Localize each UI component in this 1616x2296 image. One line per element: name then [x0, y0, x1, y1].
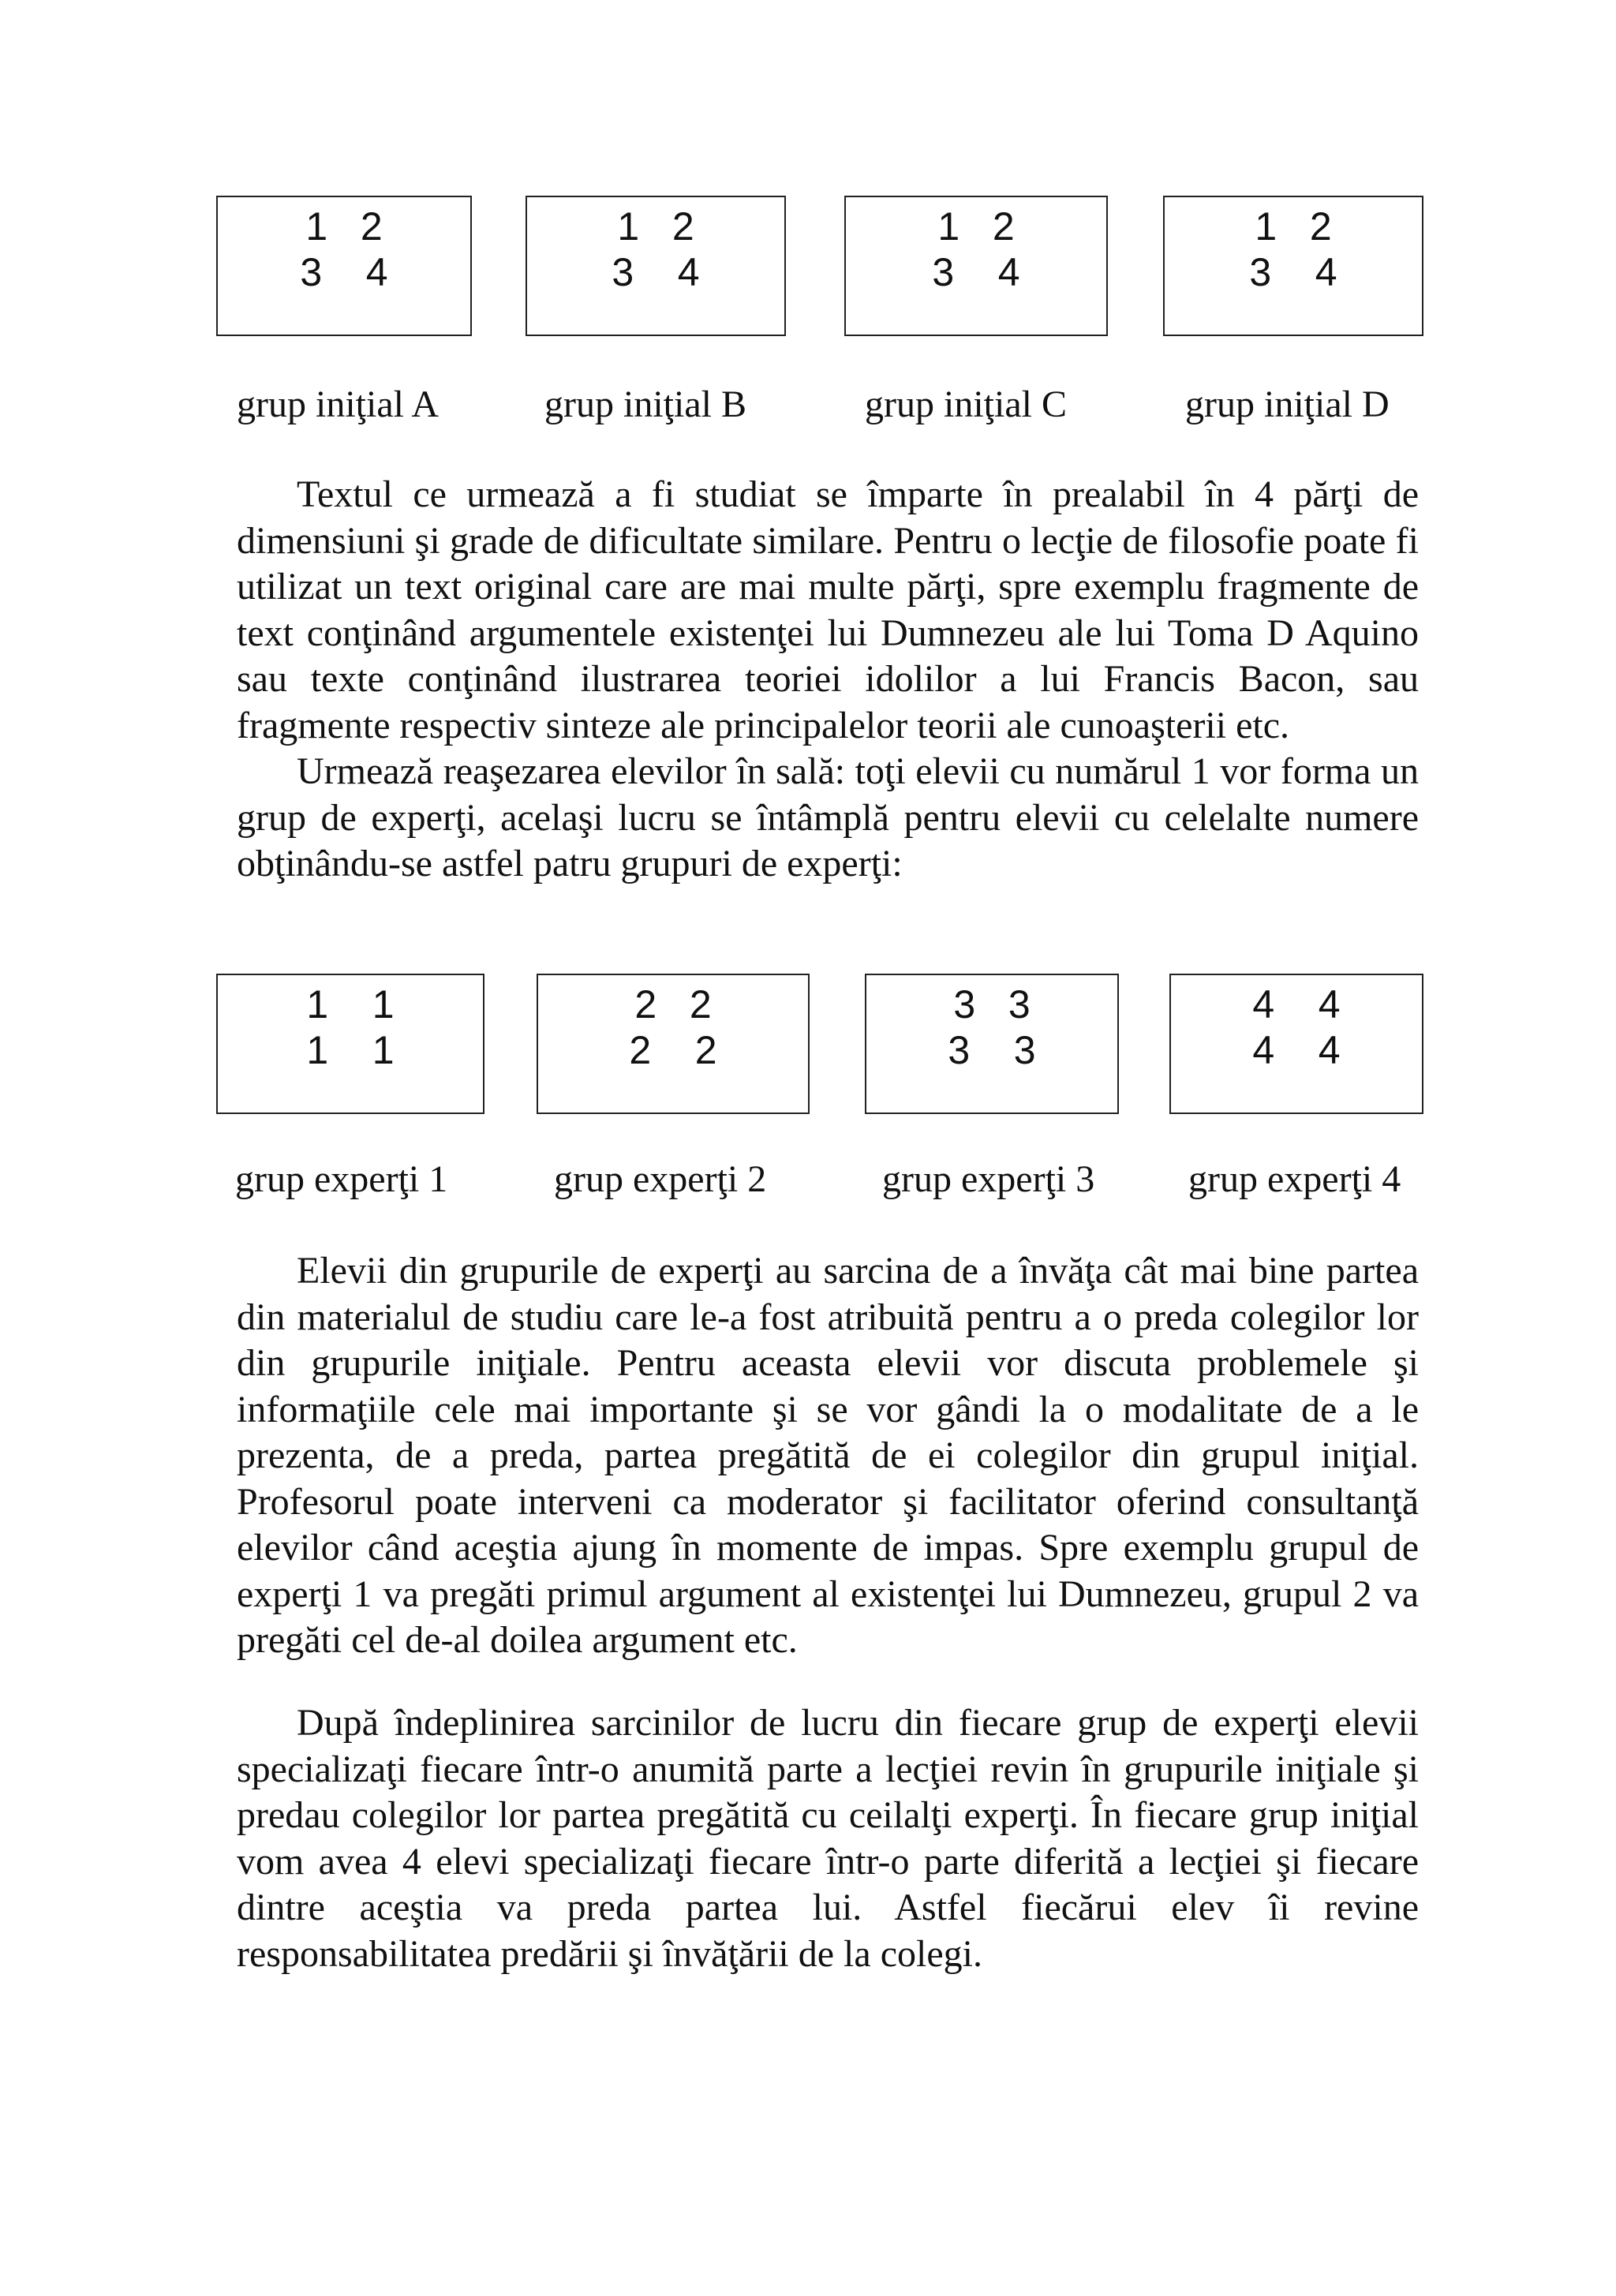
expert-group-box-2: [537, 974, 810, 1114]
box-row-1: 1 2: [937, 204, 1015, 249]
expert-group-box-3: [865, 974, 1119, 1114]
box-row-1: 1 2: [305, 204, 383, 249]
expert-group-caption-3: grup experţi 3: [882, 1158, 1095, 1200]
box-row-1: 4 4: [1252, 982, 1341, 1026]
paragraph-1: Textul ce urmează a fi studiat se împarte în prealabil în 4 părţi de dimensiuni şi grade de dificultate similare. Pentru o lecţie de filosofie poate fi utilizat un text original care are mai multe părţi, spre exemplu fragmente de text conţinând argumentele existenţei lui Dumnezeu ale lui Toma D Aquino sau texte conţinând ilustrarea teoriei idolilor a lui Francis Bacon, sau fragmente respectiv sinteze ale principalelor teorii ale cunoaşterii etc.: [237, 473, 1419, 746]
initial-group-box-a: [216, 196, 472, 336]
expert-group-caption-4: grup experţi 4: [1188, 1158, 1401, 1200]
box-row-1: 1 1: [306, 982, 395, 1026]
box-row-2: 3 4: [612, 250, 700, 294]
expert-group-caption-2: grup experţi 2: [554, 1158, 767, 1200]
initial-group-box-c: [844, 196, 1108, 336]
text-block-1: [237, 472, 1419, 888]
box-row-2: 4 4: [1252, 1028, 1341, 1072]
initial-group-caption-d: grup iniţial D: [1185, 383, 1390, 425]
box-row-2: 3 4: [932, 250, 1020, 294]
initial-group-caption-b: grup iniţial B: [544, 383, 746, 425]
box-row-1: 1 2: [617, 204, 694, 249]
text-block-2: [237, 1248, 1419, 1664]
paragraph-3: Elevii din grupurile de experţi au sarcina de a învăţa cât mai bine partea din materialul de studiu care le-a fost atribuită pentru a o preda colegilor lor din grupurile iniţiale. Pentru aceasta elevii vor discuta problemele şi informaţiile cele mai importante şi se vor gândi la o modalitate de a le prezenta, de a preda, partea pregătită de ei colegilor din grupul iniţial. Profesorul poate interveni ca moderator şi facilitator oferind consultanţă elevilor când aceştia ajung în momente de impas. Spre exemplu grupul de experţi 1 va pregăti primul argument al existenţei lui Dumnezeu, grupul 2 va pregăti cel de-al doilea argument etc.: [237, 1250, 1419, 1661]
paragraph-2: Urmează reaşezarea elevilor în sală: toţi elevii cu numărul 1 vor forma un grup de experţi, acelaşi lucru se întâmplă pentru elevii cu celelalte numere obţinându-se astfel patru grupuri de experţi:: [237, 750, 1419, 884]
box-row-1: 3 3: [953, 982, 1031, 1026]
initial-group-box-d: [1163, 196, 1423, 336]
box-row-1: 2 2: [634, 982, 712, 1026]
box-row-2: 3 3: [948, 1028, 1036, 1072]
box-row-1: 1 2: [1255, 204, 1332, 249]
expert-group-box-4: [1169, 974, 1423, 1114]
expert-group-caption-1: grup experţi 1: [235, 1158, 448, 1200]
box-row-2: 1 1: [306, 1028, 395, 1072]
box-row-2: 2 2: [629, 1028, 717, 1072]
initial-group-caption-c: grup iniţial C: [865, 383, 1067, 425]
box-row-2: 3 4: [1249, 250, 1337, 294]
paragraph-4: După îndeplinirea sarcinilor de lucru din fiecare grup de experţi elevii specializaţi fiecare într-o anumită parte a lecţiei revin în grupurile iniţiale şi predau colegilor lor partea pregătită cu ceilalţi experţi. În fiecare grup iniţial vom avea 4 elevi specializaţi fiecare într-o parte diferită a lecţiei şi fiecare dintre aceştia va preda partea lui. Astfel fiecărui elev îi revine responsabilitatea predării şi învăţării de la colegi.: [237, 1702, 1419, 1975]
box-row-2: 3 4: [300, 250, 388, 294]
text-block-3: [237, 1700, 1419, 1977]
initial-group-box-b: [526, 196, 786, 336]
initial-group-caption-a: grup iniţial A: [237, 383, 439, 425]
expert-group-box-1: [216, 974, 484, 1114]
